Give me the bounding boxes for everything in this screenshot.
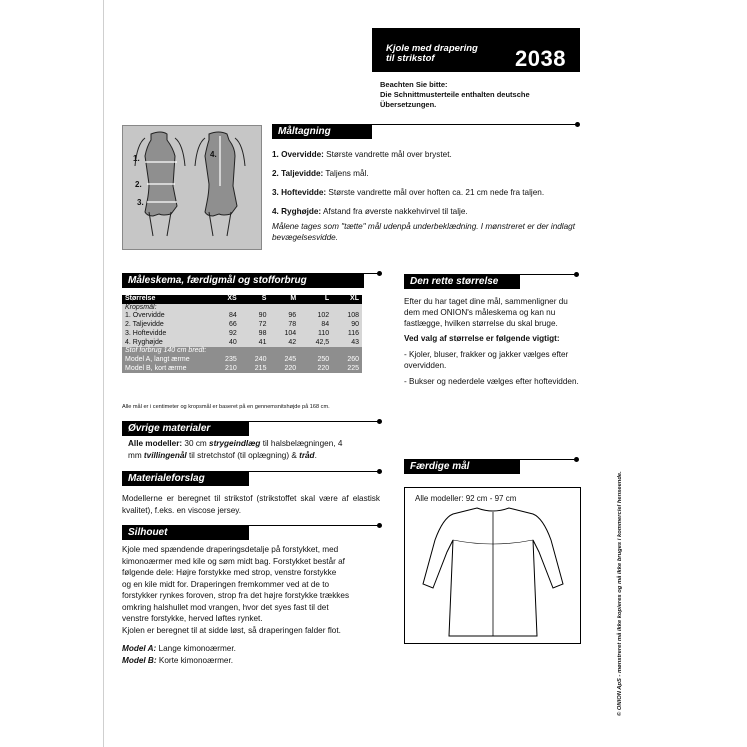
measure-item: 4. Ryghøjde: Afstand fra øverste nakkehvirvel til talje. — [272, 207, 468, 216]
section-heading-fabric: Materialeforslag — [122, 471, 249, 486]
title-box — [372, 28, 580, 72]
fabric-text: Modellerne er beregnet til strikstof (strikstoffet skal være af elastisk kvalitet), f.eks. en viscose jersey. — [122, 494, 380, 515]
column-header: L — [324, 295, 330, 302]
size-table — [122, 295, 362, 373]
figure-label-1: 1. — [133, 154, 140, 163]
section-heading-silhouette: Silhouet — [122, 525, 249, 540]
copyright-notice — [617, 420, 627, 720]
section-rule — [249, 525, 379, 526]
table-row: 4. Ryghøjde 40 41 42 42,5 43 — [125, 338, 359, 346]
title-line-1: Kjole med drapering — [386, 43, 478, 54]
section-heading-size-chart: Måleskema, færdigmål og stofforbrug — [122, 273, 364, 288]
table-row: 1. Overvidde 84 90 96 102 108 — [125, 312, 359, 320]
note-line: Die Schnittmusterteile enthalten deutsche — [380, 90, 530, 99]
figure-label-2: 2. — [135, 180, 142, 189]
section-rule — [249, 421, 379, 422]
column-header: XL — [350, 295, 359, 302]
section-rule — [249, 471, 379, 472]
figure-label-3: 3. — [137, 198, 144, 207]
finished-label: Alle modeller: 92 cm - 97 cm — [415, 494, 517, 503]
rule-dot — [575, 122, 580, 127]
page-margin-line — [103, 0, 104, 747]
measuring-figure — [122, 125, 262, 250]
table-subheading: Kropsmål: — [125, 303, 157, 311]
measure-item: 3. Hoftevidde: Største vandrette mål over hoften ca. 21 cm nede fra taljen. — [272, 188, 545, 197]
column-header: Størrelse — [125, 295, 156, 302]
body-diagram — [123, 126, 261, 249]
table-footnote: Alle mål er i centimeter og kropsmål er baseret på en gennemsnitshøjde på 168 cm. — [122, 404, 330, 410]
column-header: M — [290, 295, 297, 302]
section-heading-right-size: Den rette størrelse — [404, 274, 520, 289]
rule-dot — [377, 419, 382, 424]
table-row: 3. Hoftevidde 92 98 104 110 116 — [125, 329, 359, 337]
note-line: Übersetzungen. — [380, 100, 437, 109]
measure-item: 2. Taljevidde: Taljens mål. — [272, 169, 369, 178]
column-header: XS — [227, 295, 237, 302]
section-rule — [372, 124, 578, 125]
rule-dot — [574, 457, 579, 462]
measure-note: Målene tages som "tætte" mål udenpå underbeklædning. I mønstreret er der indlagt bevægelsesvidde. — [272, 222, 575, 242]
column-header: S — [261, 295, 267, 302]
section-rule — [520, 274, 576, 275]
table-row: Model A, langt ærme 235 240 245 250 260 — [122, 356, 362, 365]
dress-diagram — [405, 488, 580, 643]
section-heading-materials: Øvrige materialer — [122, 421, 249, 436]
table-row: Model B, kort ærme 210 215 220 220 225 — [122, 365, 362, 374]
german-note — [380, 80, 580, 110]
silhouette-text: Kjole med spændende draperingsdetalje på forstykket, med kimonoærmer med kile og søm midt bag. Forstykket består af følgende dele: Højre forstykke med strop, venstre forstykke og en kile midt for. Draperingen fremkommer ved at de to forstykker rynkes foroven, strop fra det højre forstykke trækkes omkring halshullet mod vrangen, hvor det syes fast til det venstre forstykke, herved løftes rynket. Kjolen er beregnet til at sidde løst, så draperingen falder flot. Model A: Lange kimonoærmer. Model B: Korte kimonoærmer. — [122, 545, 350, 665]
section-heading-measuring: Måltagning — [272, 124, 372, 139]
section-heading-finished: Færdige mål — [404, 459, 520, 474]
finished-figure — [404, 487, 581, 644]
section-rule — [520, 459, 576, 460]
figure-label-4: 4. — [210, 150, 217, 159]
rule-dot — [574, 272, 579, 277]
measure-item: 1. Overvidde: Største vandrette mål over brystet. — [272, 150, 452, 159]
pattern-number: 2038 — [515, 46, 566, 71]
materials-text: Alle modeller: 30 cm strygeindlæg til halsbelægningen, 4 mm tvillingenål til stretchstof (til oplægning) & tråd. — [128, 439, 343, 460]
right-size-para: Efter du har taget dine mål, sammenligner du dem med ONION's måleskema og kan nu fastlægge, hvilken størrelse du skal bruge. — [404, 297, 568, 328]
right-size-bullet: - Bukser og nederdele vælges efter hoftevidden. — [404, 376, 579, 386]
right-size-para: Ved valg af størrelse er følgende vigtigt: — [404, 334, 560, 344]
measuring-list — [272, 149, 582, 251]
table-subheading: Stof forbrug 140 cm bredt: — [125, 347, 207, 355]
rule-dot — [377, 469, 382, 474]
title-line-2: til strikstof — [386, 53, 435, 64]
table-row: 2. Taljevidde 66 72 78 84 90 — [125, 321, 359, 329]
pattern-title — [386, 44, 478, 64]
rule-dot — [377, 523, 382, 528]
rule-dot — [377, 271, 382, 276]
copyright-text: © ONION ApS - mønstreret må ikke kopieres og må ikke bruges i kommerciel henseende. — [617, 471, 623, 716]
right-size-bullet: - Kjoler, bluser, frakker og jakker vælges efter overvidden. — [404, 350, 569, 370]
right-size-text — [404, 297, 584, 393]
note-line: Beachten Sie bitte: — [380, 80, 448, 89]
